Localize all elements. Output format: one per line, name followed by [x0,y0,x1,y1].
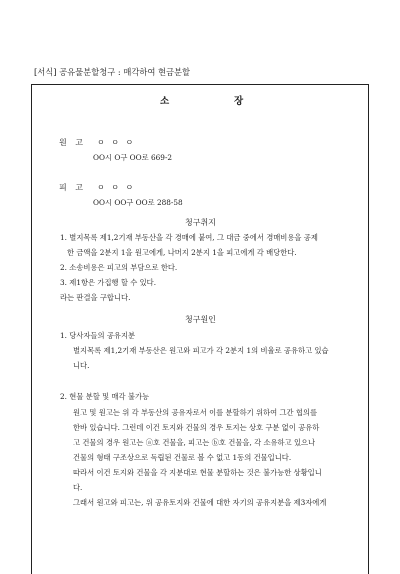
section-2-line-1: 원고 및 원고는 위 각 부동산의 공유자로서 이를 분할하기 위하여 그간 협의를 [73,408,318,417]
claim-purpose-heading: 청구취지 [185,218,216,227]
title-char-2: 장 [234,96,244,107]
title-char-1: 소 [160,96,170,107]
section-2-line-5: 따라서 이건 토지와 건물을 각 지분대로 현물 분할하는 것은 불가능한 상황입니 [73,468,322,477]
section-2-line-4: 건물의 형태 구조상으로 독립된 건물로 볼 수 없고 1동의 건물입니다. [73,453,292,462]
section-2-line-7: 그래서 원고와 피고는, 위 공유토지와 건물에 대한 자기의 공유지분을 제3자에게 [73,498,327,507]
section-2-line-3: 고 건물의 경우 원고는 ⓐ호 건물을, 피고는 ⓑ호 건물을, 각 소유하고 있으나 [73,438,316,447]
defendant-label: 피 고 [59,183,83,192]
claim-cause-heading: 청구원인 [185,315,216,324]
section-2-title: 2. 현물 분할 및 매각 불가능 [60,392,150,401]
claim-purpose-item-1-cont: 한 금액을 2분지 1을 원고에게, 나머지 2분지 1을 피고에게 각 배당한다. [60,248,297,257]
section-2-line-6: 다. [73,483,83,492]
plaintiff-address: OO시 O구 OO로 669-2 [93,153,173,162]
plaintiff-label: 원 고 [59,138,83,147]
claim-purpose-item-3: 3. 제1항은 가집행 할 수 있다. [60,278,157,287]
plaintiff-name: ㅇ ㅇ ㅇ [97,138,136,147]
claim-purpose-item-2: 2. 소송비용은 피고의 부담으로 한다. [60,263,178,272]
defendant-address: OO시 OO구 OO로 288-58 [93,198,183,207]
section-1-title: 1. 당사자들의 공유지분 [60,331,136,340]
defendant-name: ㅇ ㅇ ㅇ [97,183,136,192]
section-1-line-1: 별지목록 제1,2기재 부동산은 원고와 피고가 각 2분지 1의 비율로 공유하고 있습 [73,346,329,355]
claim-purpose-item-1: 1. 별지목록 제1,2기재 부동산을 각 경매에 붙여, 그 대금 중에서 경매비용을 공제 [60,233,318,242]
section-2-line-2: 한바 있습니다. 그런데 이건 토지와 건물의 경우 토지는 상호 구분 없이 공유하 [73,423,320,432]
form-header: [서식] 공유물분할청구 : 매각하여 현금분할 [34,67,191,77]
section-1-line-2: 니다. [73,361,90,370]
claim-purpose-closing: 라는 판결을 구합니다. [60,293,131,302]
